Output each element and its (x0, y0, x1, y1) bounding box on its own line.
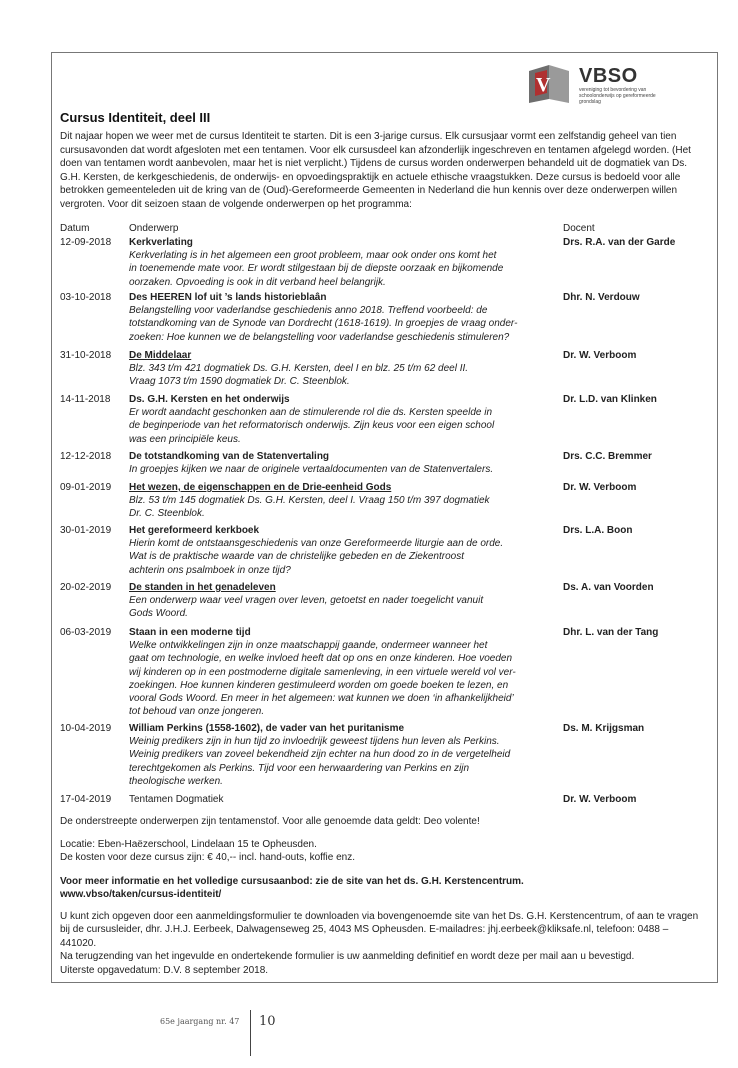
row-subject: Ds. G.H. Kersten en het onderwijs (129, 394, 290, 405)
row-teacher: Dr. W. Verboom (563, 350, 637, 361)
row-date: 12-12-2018 (60, 451, 112, 462)
row-subject: Staan in een moderne tijd (129, 627, 251, 638)
logo-tagline: vereniging tot bevordering van schoolonderwijs op gereformeerde grondslag (579, 87, 656, 105)
row-subject: De Middelaar (129, 350, 192, 361)
row-subject: De standen in het genadeleven (129, 582, 276, 593)
footer-issue: 65e jaargang nr. 47 (160, 1017, 240, 1026)
row-body (129, 626, 569, 718)
row-description: Hierin komt de ontstaansgeschiedenis van onze Gereformeerde liturgie aan de orde. Wat is de praktische waarde van de christelijke gebeden en de Ziekentroost achterin ons psalmboek in onze tijd? (129, 538, 504, 576)
signup-text: U kunt zich opgeven door een aanmeldingsformulier te downloaden via bovengenoemde site van het Ds. G.H. Kerstencentrum, of aan te vragen bij de cursusleider, dhr. J.H.J. Eerbeek, Dalwagenseweg 25, 4043 MS Opheusden. E-mailadres: jhj.eerbeek@kliksafe.nl, telefoon: 0488 – 441020. Na terugzending van het ingevulde en ondertekende formulier is uw aanmelding definitief en wordt deze per mail aan u bevestigd. Uiterste opgavedatum: D.V. 8 september 2018. (60, 911, 699, 976)
row-date: 31-10-2018 (60, 350, 112, 361)
row-teacher: Drs. L.A. Boon (563, 525, 633, 536)
row-description: Er wordt aandacht geschonken aan de stimulerende rol die ds. Kersten speelde in de beginperiode van het reformatorisch onderwijs. Zijn keus voor een eigen school was een principiële keus. (129, 407, 495, 445)
row-teacher: Ds. M. Krijgsman (563, 723, 645, 734)
row-teacher: Dhr. L. van der Tang (563, 627, 659, 638)
header-subject: Onderwerp (129, 223, 179, 234)
row-body (129, 793, 569, 806)
row-description: Belangstelling voor vaderlandse geschiedenis anno 2018. Treffend voorbeeld: de totstandkoming van de Synode van Dordrecht (1618-1619). In groepjes de vraag onder- zoeken: Hoe kunnen we de belangstelling voor vaderlandse geschiedenis stimuleren? (129, 305, 518, 343)
row-body (129, 291, 569, 344)
row-date: 12-09-2018 (60, 237, 112, 248)
location-text: Locatie: Eben-Haëzerschool, Lindelaan 15 te Opheusden. De kosten voor deze cursus zijn: € 40,-- incl. hand-outs, koffie enz. (60, 839, 355, 864)
svg-text:V: V (536, 74, 551, 96)
row-date: 09-01-2019 (60, 482, 112, 493)
row-date: 14-11-2018 (60, 394, 111, 405)
row-description: In groepjes kijken we naar de originele vertaaldocumenten van de Statenvertalers. (129, 464, 494, 476)
row-date: 20-02-2019 (60, 582, 112, 593)
page-number: 10 (259, 1014, 276, 1029)
logo-text: VBSO (579, 65, 638, 87)
row-date: 17-04-2019 (60, 794, 112, 805)
row-teacher: Dr. W. Verboom (563, 794, 637, 805)
row-description: Welke ontwikkelingen zijn in onze maatschappij gaande, ondermeer wanneer het gaat om technologie, en welke invloed heeft dat op ons en onze kinderen. Hoe voeden wij kinderen op in een postmoderne digitale samenleving, in een virtuele wereld vol ver- zoekingen. Hoe kunnen kinderen gestimuleerd worden om goede boeken te lezen, en vooral Gods Woord. En meer in het algemeen: wat kunnen we doen ‘in afhankelijkheid’ tot behoud van onze jongeren. (129, 640, 516, 718)
row-body (129, 236, 569, 289)
row-teacher: Drs. C.C. Bremmer (563, 451, 652, 462)
row-teacher: Dhr. N. Verdouw (563, 292, 640, 303)
row-subject: De totstandkoming van de Statenvertaling (129, 451, 330, 462)
row-date: 30-01-2019 (60, 525, 112, 536)
row-description: Een onderwerp waar veel vragen over leven, getoetst en nader toegelicht vanuit Gods Woord. (129, 595, 484, 620)
book-logo-icon (527, 63, 571, 103)
row-date: 10-04-2019 (60, 723, 112, 734)
row-description: Blz. 343 t/m 421 dogmatiek Ds. G.H. Kersten, deel I en blz. 25 t/m 62 deel II. Vraag 1073 t/m 1590 dogmatiek Dr. C. Steenblok. (129, 363, 469, 388)
row-teacher: Ds. A. van Voorden (563, 582, 654, 593)
row-subject: William Perkins (1558-1602), de vader van het puritanisme (129, 723, 405, 734)
row-body (129, 393, 569, 446)
row-description: Kerkverlating is in het algemeen een groot probleem, maar ook onder ons komt het in toenemende mate voor. Er wordt stilgestaan bij de diepste oorzaak en bijkomende oorzaken. Opvoeding is ook in dit verband heel belangrijk. (129, 250, 504, 288)
row-body (129, 349, 569, 389)
more-info-text: Voor meer informatie en het volledige cursusaanbod: zie de site van het ds. G.H. Kerstencentrum. www.vbso/taken/cursus-identiteit/ (60, 876, 524, 901)
row-body (129, 524, 569, 577)
row-subject: Het gereformeerd kerkboek (129, 525, 260, 536)
footer-divider (250, 1010, 251, 1056)
row-description: Blz. 53 t/m 145 dogmatiek Ds. G.H. Kersten, deel I. Vraag 150 t/m 397 dogmatiek Dr. C. Steenblok. (129, 495, 490, 520)
row-body (129, 450, 569, 476)
row-teacher: Dr. W. Verboom (563, 482, 637, 493)
row-subject: Tentamen Dogmatiek (129, 794, 224, 805)
row-subject: Kerkverlating (129, 237, 193, 248)
vbso-logo (527, 63, 657, 107)
row-body (129, 722, 569, 788)
header-date: Datum (60, 223, 90, 234)
note-text: De onderstreepte onderwerpen zijn tentamenstof. Voor alle genoemde data geldt: Deo volente! (60, 816, 480, 827)
row-subject: Des HEEREN lof uit ’s lands historieblaân (129, 292, 327, 303)
row-body (129, 481, 569, 521)
row-body (129, 581, 569, 621)
row-date: 03-10-2018 (60, 292, 112, 303)
row-description: Weinig predikers zijn in hun tijd zo invloedrijk geweest tijdens hun leven als Perkins. Weinig predikers van zoveel bekendheid zijn echter na hun dood zo in de vergetelheid terechtgekomen als Perkins. Tijd voor een herwaardering van Perkins en zijn theologische werken. (129, 736, 511, 787)
row-subject: Het wezen, de eigenschappen en de Drie-eenheid Gods (129, 482, 392, 493)
row-teacher: Drs. R.A. van der Garde (563, 237, 676, 248)
header-teacher: Docent (563, 223, 595, 234)
page-title: Cursus Identiteit, deel III (60, 110, 211, 125)
row-teacher: Dr. L.D. van Klinken (563, 394, 657, 405)
row-date: 06-03-2019 (60, 627, 112, 638)
intro-paragraph: Dit najaar hopen we weer met de cursus Identiteit te starten. Dit is een 3-jarige cursus. Elk cursusjaar vormt een zelfstandig geheel van tien cursusavonden dat wordt afgesloten met een tentamen. Voor elk cursusdeel kan afzonderlijk ingeschreven en tentamen afgelegd worden. (Het doen van tentamen wordt aanbevolen, maar het is niet verplicht.) Tijdens de cursus worden onderwerpen behandeld uit de dogmatiek van Ds. G.H. Kersten, de kerkgeschiedenis, de onderwijs- en opvoedingspraktijk en actuele ethische vraagstukken. Deze cursus is bedoeld voor alle betrokken gemeenteleden uit de kring van de (Oud)-Gereformeerde Gemeenten in Nederland die hun kennis over deze onderwerpen willen vergroten. Voor dit seizoen staan de volgende onderwerpen op het programma: (60, 131, 691, 210)
